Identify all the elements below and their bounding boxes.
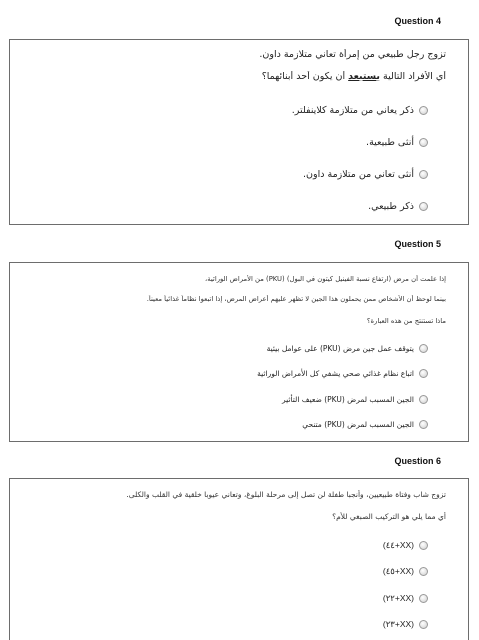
question-4-box	[9, 39, 469, 225]
question-4-heading: Question 4	[394, 16, 441, 26]
stem-emphasis: يستبعد	[348, 71, 380, 82]
radio-button[interactable]	[419, 395, 428, 404]
question-5-heading: Question 5	[394, 239, 441, 249]
question-5-option-1[interactable]	[267, 344, 428, 353]
question-5-option-3[interactable]	[282, 395, 428, 404]
question-6-heading: Question 6	[394, 456, 441, 466]
radio-button[interactable]	[419, 202, 428, 211]
option-label: الجين المسبب لمرض (PKU) ضعيف التأثير	[282, 395, 414, 404]
stem-text: أي الأفراد التالية	[380, 71, 446, 82]
question-5-box	[9, 262, 469, 442]
radio-button[interactable]	[419, 594, 428, 603]
option-label: يتوقف عمل جين مرض (PKU) على عوامل بيئية	[266, 344, 414, 353]
radio-button[interactable]	[419, 106, 428, 115]
radio-button[interactable]	[419, 620, 428, 629]
option-label: الجين المسبب لمرض (PKU) متنحي	[302, 420, 414, 429]
option-label: أنثى تعاني من متلازمة داون.	[303, 169, 414, 180]
question-6-stem-line-1: تزوج شاب وفتاة طبيعيين، وأنجبا طفلة لن تصل إلى مرحلة البلوغ، وتعاني عيوبا خلقية في القلب والكلى.	[126, 490, 446, 499]
option-label: (XX+٢٢)	[382, 593, 414, 603]
question-5-stem-line-2: بينما لوحظ أن الأشخاص ممن يحملون هذا الجين لا تظهر عليهم أعراض المرض، إذا اتبعوا نظاماً غذائياً معيناً.	[146, 295, 446, 303]
question-4-option-1[interactable]	[292, 105, 428, 116]
question-6-option-3[interactable]	[383, 593, 428, 604]
question-4-stem-line-2	[262, 71, 446, 82]
question-4-option-2[interactable]	[366, 137, 428, 148]
question-6-option-2[interactable]	[383, 566, 428, 577]
radio-button[interactable]	[419, 369, 428, 378]
radio-button[interactable]	[419, 541, 428, 550]
option-label: ذكر يعاني من متلازمة كلاينفلتر.	[291, 105, 414, 116]
stem-text: أن يكون أحد أبنائهما؟	[261, 71, 349, 82]
option-label: ذكر طبيعي.	[368, 201, 414, 212]
question-6-box	[9, 478, 469, 640]
question-6-option-1[interactable]	[383, 540, 428, 551]
radio-button[interactable]	[419, 420, 428, 429]
option-label: (XX+٤٥)	[382, 566, 414, 576]
option-label: (XX+٢٣)	[382, 619, 414, 629]
radio-button[interactable]	[419, 344, 428, 353]
question-4-option-3[interactable]	[303, 169, 428, 180]
question-5-stem-line-3: ماذا تستنتج من هذه العبارة؟	[366, 317, 446, 325]
radio-button[interactable]	[419, 138, 428, 147]
question-5-stem-line-1: إذا علمت أن مرض (ارتفاع نسبة الفينيل كيتون في البول) (PKU) من الأمراض الوراثية،	[205, 275, 446, 283]
option-label: أنثى طبيعية.	[366, 137, 414, 148]
option-label: اتباع نظام غذائي صحي يشفي كل الأمراض الوراثية	[257, 369, 414, 378]
question-6-option-4[interactable]	[383, 619, 428, 630]
radio-button[interactable]	[419, 567, 428, 576]
question-5-option-2[interactable]	[257, 369, 428, 378]
question-4-option-4[interactable]	[368, 201, 428, 212]
radio-button[interactable]	[419, 170, 428, 179]
question-4-stem-line-1: تزوج رجل طبيعي من إمرأة تعاني متلازمة داون.	[259, 49, 446, 60]
question-6-stem-line-2: أي مما يلي هو التركيب الصبغي للأم؟	[332, 512, 446, 521]
question-5-option-4[interactable]	[302, 420, 428, 429]
option-label: (XX+٤٤)	[382, 540, 414, 550]
